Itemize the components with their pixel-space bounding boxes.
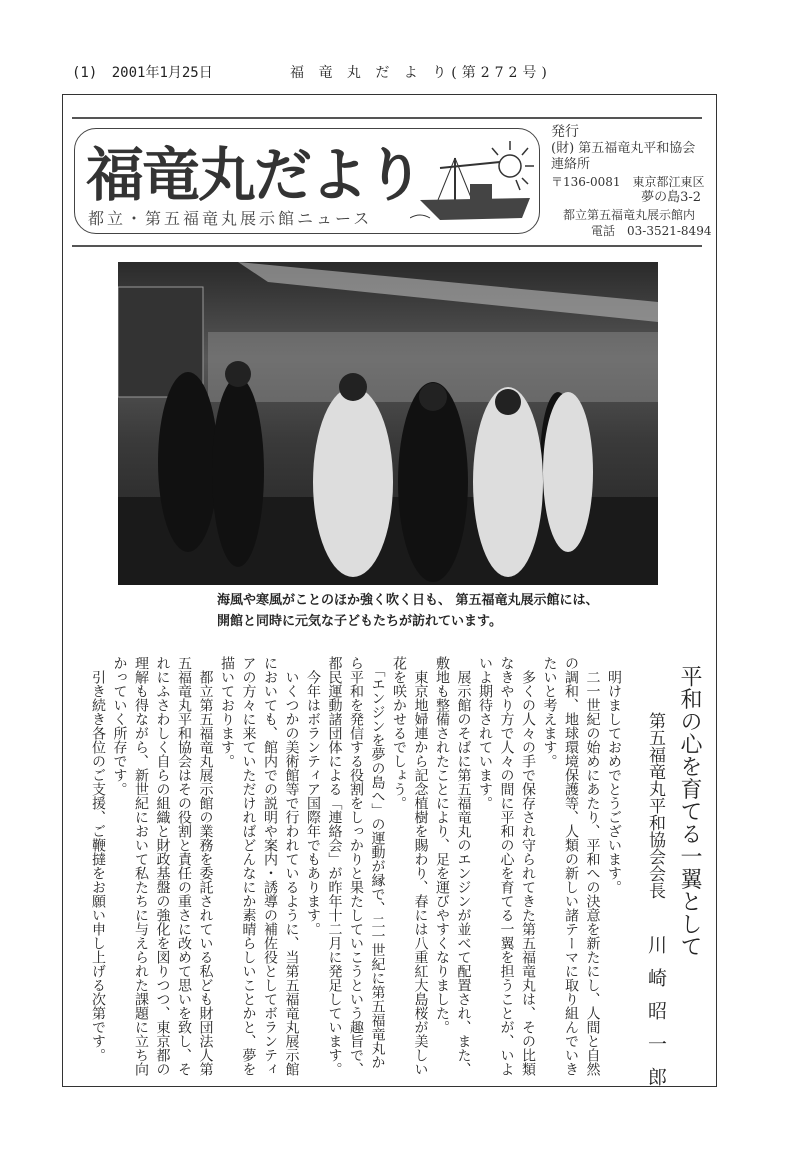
caption-line: 海風や寒風がことのほか強く吹く日も、 第五福竜丸展示館には、 [217, 593, 599, 608]
article-line: 引き続き各位のご支援、ご鞭撻をお願い申し上げる次第です。 [90, 656, 106, 1062]
article-line: なきやり方で人々の間に平和の心を育てる一翼を担うことが、いよ [498, 656, 515, 1076]
article-line: 都民運動諸団体による「連絡会」が昨年十二月に発足しています。 [326, 656, 343, 1076]
article-line: 理解も得ながら、新世紀において私たちに与えられた課題に立ち向 [133, 656, 149, 1076]
article-line: たいと考えます。 [541, 656, 558, 768]
address-building: 都立第五福竜丸展示館内 [563, 207, 696, 222]
publisher-label: 発行 [551, 124, 579, 140]
ship-sun-illustration [410, 138, 540, 228]
article-line: 今年はボランティア国際年でもあります。 [305, 656, 321, 936]
address-line: 夢の島3-2 [641, 190, 701, 205]
sun-icon [492, 141, 534, 190]
page-number: (1) [72, 65, 98, 81]
article-line: 展示館のそばに第五福竜丸のエンジンが並べて配置され、また、 [455, 656, 472, 1076]
issue-date: 2001年1月25日 [111, 65, 213, 81]
article-line: れにふさわしく自らの組織と財政基盤の強化を図りつつ、東京都の [154, 656, 171, 1076]
masthead-title: 福竜丸だより [86, 141, 423, 209]
divider [72, 245, 702, 247]
article-line: 多くの人々の手で保存され守られてきた第五福竜丸は、その比類 [520, 656, 536, 1076]
article-line: 都立第五福竜丸展示館の業務を委託されている私ども財団法人第 [197, 656, 214, 1076]
article-line: 東京地婦連から記念植樹を賜わり、春には八重紅大島桜が美しい [412, 656, 429, 1076]
page-header-left [72, 62, 219, 82]
masthead-subtitle: 都立・第五福竜丸展示館ニュース [88, 209, 373, 228]
article-line: かっていく所存です。 [111, 656, 128, 796]
publisher-info [551, 124, 711, 240]
article-line: の調和、地球環境保護等、人類の新しい諸テーマに取り組んでいき [563, 656, 579, 1076]
postal-address: 〒136-0081 東京都江東区 [551, 174, 705, 189]
contact-label: 連絡所 [551, 157, 591, 172]
article-line: においても、館内での説明や案内・誘導の補佐役としてボランティ [262, 656, 278, 1076]
exhibition-hall-photo [118, 262, 658, 585]
article-line: アの方々に来ていただければどんなにか素晴らしいことかと、夢を [240, 656, 257, 1076]
caption-line: 開館と同時に元気な子どもたちが訪れています。 [217, 614, 502, 629]
article-line: 明けましておめでとうございます。 [606, 656, 622, 894]
article-line: 敷地も整備されたことにより、足を運びやすくなりました。 [434, 656, 450, 1034]
author-title: 第五福竜丸平和協会会長 [645, 712, 665, 899]
author-name: 川崎昭一郎 [645, 935, 667, 1100]
phone: 電話 03-3521-8494 [591, 224, 712, 238]
newsletter-issue: 福 竜 丸 だ よ り(第272号) [290, 65, 552, 81]
article-line: 「エンジンを夢の島へ」の運動が縁で、二一世紀に第五福竜丸か [369, 656, 386, 1069]
article-title: 平和の心を育てる一翼として [677, 665, 702, 958]
publisher-name: (財) 第五福竜丸平和協会 [551, 140, 696, 156]
article-line: 二一世紀の始めにあたり、平和への決意を新たにし、人間と自然 [584, 656, 601, 1076]
article-line: いよ期待されています。 [477, 656, 493, 810]
article-line: 描いております。 [219, 656, 235, 768]
article-line: いくつかの美術館等で行われているように、当第五福竜丸展示館 [283, 656, 300, 1076]
ship-icon [410, 158, 530, 220]
article-line: 花を咲かせるでしょう。 [391, 656, 407, 810]
divider [72, 117, 702, 119]
photo-caption [217, 590, 599, 632]
article-line: 五福竜丸平和協会はその役割と責任の重さに改めて思いを致し、そ [176, 656, 192, 1076]
article-line: ら平和を発信する役割をしっかりと果たしていこうという趣旨で、 [348, 656, 364, 1076]
